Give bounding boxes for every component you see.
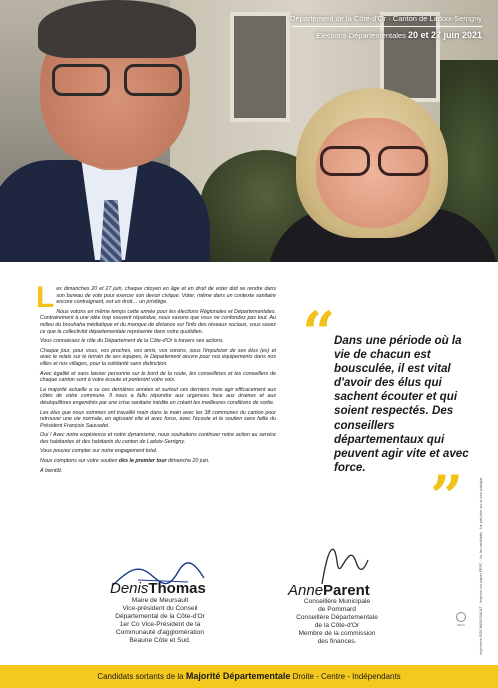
first-name: Denis — [110, 580, 149, 597]
last-name: Parent — [323, 582, 370, 599]
role-line: de la Côte-d'Or — [314, 622, 360, 629]
role-line: des finances. — [317, 638, 357, 645]
pefc-label: PEFC — [456, 623, 465, 627]
candidates-photo — [0, 0, 498, 262]
paragraph — [36, 281, 276, 314]
paragraph-text: dimanche 20 juin. — [168, 458, 210, 465]
emphasis: dès le premier tour — [118, 458, 167, 465]
paragraph: Les élus que nous sommes ont travaillé main dans la main avec les 38 communes du canton pour retrouver une vie normale, en agissant vite et avec force, avec l'écoute et le soutien sans faille du Président François Sauvadet. — [40, 409, 276, 429]
signatory-roles — [282, 598, 392, 646]
campaign-letter — [36, 281, 276, 477]
role-line: Conseillère Départementale — [296, 614, 378, 621]
role-line: Départemental de la Côte-d'Or — [115, 613, 205, 620]
quote-open-mark: “ — [302, 299, 336, 367]
footer-banner — [0, 665, 498, 688]
legal-mention: Imprimerie ROS MOUSSAULT · Imprimé sur papier PEFC · Vu, les candidats · Ne pas jeter sur la voie publique — [479, 477, 483, 655]
paragraph — [40, 458, 276, 465]
signatory-name — [110, 580, 206, 597]
man-hair — [38, 0, 196, 58]
paragraph: Chaque jour, pour vous, vos proches, vos amis, vos voisins, sous l'impulsion de ses élus (es) et avec le relais sur le terrain de ses équipes, le Département œuvre pour nos équipements dans nos villes et nos villages, pour la solidarité sans distinction. — [40, 347, 276, 367]
pefc-logo — [448, 612, 474, 632]
paragraph: Vous connaissez le rôle du Département de la Côte-d'Or à travers ses actions. — [40, 338, 224, 345]
last-name: Thomas — [148, 580, 206, 597]
paragraph: La majorité actuelle a su ces dernières années et surtout ces derniers mois agir efficacement aux côtés de votre commune. Il nous a fallu répondre aux urgences face aux drames et aux déséquilibres engendrés par une crise sanitaire inédite en créant les meilleures conditions de sortie. — [40, 386, 276, 406]
sign-off: À bientôt. — [40, 467, 63, 474]
role-line: Membre de la commission — [298, 630, 376, 637]
department-canton: Département de la Côte-d'Or · Canton de Ladoix-Serrigny — [290, 14, 482, 23]
role-line: Communauté d'agglomération — [115, 629, 205, 636]
window — [230, 12, 290, 122]
paragraph-text: es dimanches 20 et 27 juin, chaque citoyen en âge et en droit de voter doit se rendre dans son bureau de vote pour exercer son devoir civique. Voter, même dans un contexte sanitaire encore contraignant, est un droit… un privilège. — [56, 286, 276, 306]
role-line: Vice-président du Conseil — [122, 605, 198, 612]
role-line: Beaune Côte et Sud. — [129, 637, 191, 644]
election-dates: 20 et 27 juin 2021 — [407, 30, 482, 40]
role-line: Conseillère Municipale — [303, 598, 371, 605]
signature-anne-parent — [312, 540, 372, 588]
paragraph: Nous votons en même temps cette année pour les élections Régionales et Départementales. Contrairement à une idée trop souvent répandue, nous savons que vous ne confondez pas tout. Au milieu du brouhaha médiatique et du manque de distance sur l'info des réseaux sociaux, vous savez ce que la collectivité départementale représente dans votre quotidien. — [40, 308, 276, 335]
signatory-name — [288, 582, 370, 599]
header-divider — [292, 26, 482, 27]
paragraph: Vous pouvez compter sur notre engagement total. — [40, 448, 158, 455]
first-name: Anne — [288, 582, 324, 599]
pefc-icon — [456, 612, 466, 622]
woman-glasses — [316, 146, 436, 178]
role-line: de Pommard — [318, 606, 356, 613]
role-line: 1er Co Vice-Président de la — [119, 621, 201, 628]
footer-suffix: Droite - Centre - Indépendants — [292, 672, 401, 681]
paragraph: Avec égalité et sans laisser personne sur le bord de la route, les conseillères et les conseillers de chaque canton sont à votre écoute et porteront votre voix. — [40, 370, 276, 384]
election-dates-line — [290, 29, 482, 42]
footer-prefix: Candidats sortants de la — [97, 672, 184, 681]
paragraph: Oui ! Avec notre expérience et notre dynamisme, nous souhaitons continuer notre action au service des habitantes et des habitants du canton de Ladoix-Serrigny. — [40, 432, 276, 445]
paragraph-text: Nous comptons sur votre soutien — [40, 458, 118, 465]
election-header — [290, 14, 482, 42]
footer-majority: Majorité Départementale — [185, 671, 291, 681]
man-glasses — [52, 64, 192, 100]
quote-close-mark: ” — [430, 463, 464, 531]
signatory-roles — [100, 597, 220, 645]
election-label: Elections Départementales — [316, 31, 406, 40]
role-line: Maire de Meursault — [131, 597, 189, 604]
pull-quote: Dans une période où la vie de chacun est bousculée, il est vital d'avoir des élus qui sachent écouter et qui soient respectés. Des conseillers départementaux qui peuvent agir vite et avec force. — [334, 334, 469, 474]
dropcap: L — [36, 281, 55, 314]
